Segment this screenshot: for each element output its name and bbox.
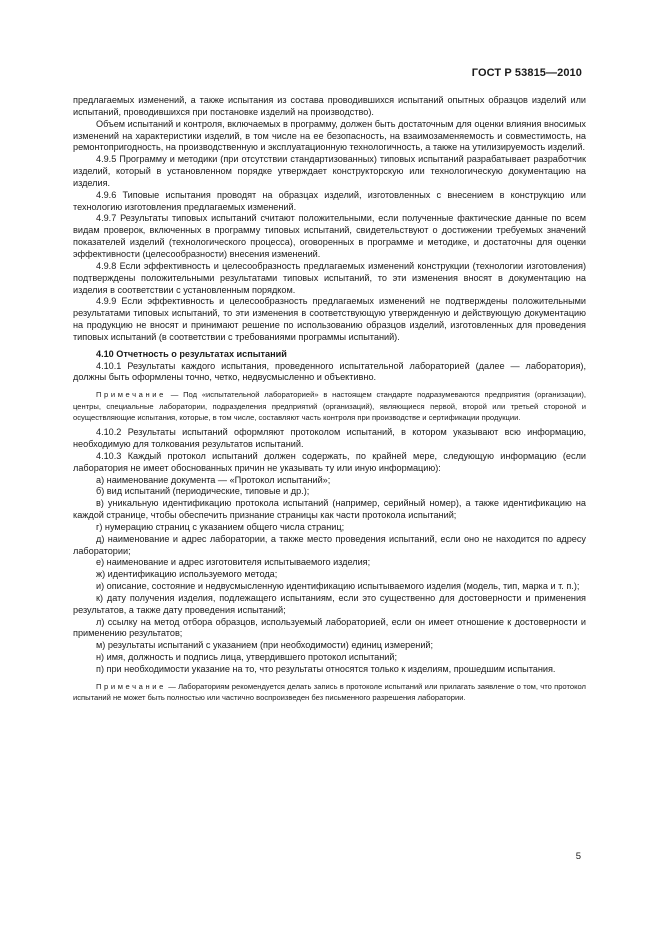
note-test-laboratory [73, 389, 586, 423]
paragraph-4-9-8: 4.9.8 Если эффективность и целесообразность предлагаемых изменений конструкции (технологии изготовления) подтверждены положительными результатами типовых испытаний, то эти изменения вносят в документацию на изделия в соответствии с установленным порядком. [73, 260, 586, 295]
note-label: Примечание [96, 390, 166, 400]
note-protocol-reproduction [73, 681, 586, 704]
paragraph-4-10-3: 4.10.3 Каждый протокол испытаний должен содержать, по крайней мере, следующую информацию (если лаборатория не имеет обоснованных причин не указывать ту или иную информацию): [73, 450, 586, 473]
standard-code-header: ГОСТ Р 53815—2010 [471, 67, 582, 79]
page-number: 5 [575, 851, 581, 862]
note-text: — Лабораториям рекомендуется делать запись в протоколе испытаний или прилагать заявление о том, что протокол испытаний не может быть полностью или частично воспроизведен без письменного разрешения лаборатории. [73, 681, 586, 703]
list-item-v: в) уникальную идентификацию протокола испытаний (например, серийный номер), а также идентификацию на каждой странице, чтобы обеспечить признание страницы как части протокола испытаний; [73, 498, 586, 521]
paragraph-scope: Объем испытаний и контроля, включаемых в программу, должен быть достаточным для оценки влияния вносимых изменений на характеристики изделий, в том числе на ее безопасность, на взаимозаменяемость и совместимость, на ремонтопригодность, на производственную и эксплуатационную технологичность, а также на утилизируемость изделий. [73, 118, 586, 153]
section-heading-4-10: 4.10 Отчетность о результатах испытаний [96, 348, 287, 359]
list-item-m: м) результаты испытаний с указанием (при необходимости) единиц измерений; [96, 640, 434, 651]
paragraph-4-9-5: 4.9.5 Программу и методики (при отсутствии стандартизованных) типовых испытаний разрабатывает разработчик изделий, который в установленном порядке утверждает конструкторскую или технологическую документацию на изделия. [73, 154, 586, 188]
note-text: — Под «испытательной лабораторией» в настоящем стандарте подразумеваются предприятия (организации), центры, специальные лаборатории, подразделения предприятий (организаций), являющиеся первой, второй или третьей стороной и осуществляющие испытания, которые, в том числе, составляют часть контроля при производстве и сертификации продукции. [73, 390, 586, 422]
list-item-a: а) наименование документа — «Протокол испытаний»; [96, 474, 331, 485]
list-item-p: п) при необходимости указание на то, что результаты относятся только к изделиям, прошедшим испытания. [96, 664, 556, 675]
list-item-e: е) наименование и адрес изготовителя испытываемого изделия; [96, 557, 371, 568]
paragraph-4-9-9: 4.9.9 Если эффективность и целесообразность предлагаемых изменений не подтверждены положительными результатами типовых испытаний, то эти изменения в соответствующую утвержденную и действующую документацию на продукцию не вносят и принимают решение по использованию образцов изделий, изготовленных для проведения типовых испытаний (в соответствии с требованиями программы испытаний). [73, 296, 586, 342]
paragraph-continuation: предлагаемых изменений, а также испытания из состава проводившихся испытаний опытных образцов изделий или испытаний, проводившихся при постановке изделий на производство). [73, 95, 586, 117]
list-item-i: и) описание, состояние и недвусмысленную идентификацию испытываемого изделия (модель, тип, марка и т. п.); [96, 581, 580, 592]
paragraph-4-10-1: 4.10.1 Результаты каждого испытания, проведенного испытательной лабораторией (далее — лаборатория), должны быть оформлены точно, четко, недвусмысленно и объективно. [73, 360, 586, 383]
list-item-b: б) вид испытаний (периодические, типовые и др.); [96, 486, 310, 497]
paragraph-4-9-6: 4.9.6 Типовые испытания проводят на образцах изделий, изготовленных с внесением в конструкцию или технологию изготовления предлагаемых изменений. [73, 189, 586, 212]
note-label: Примечание [96, 681, 166, 691]
list-item-d: д) наименование и адрес лаборатории, а также место проведения испытаний, если оно не находится по адресу лаборатории; [73, 533, 586, 556]
list-item-k: к) дату получения изделия, подлежащего испытаниям, если это существенно для достоверности и применения результатов, а также дату проведения испытаний; [73, 592, 586, 615]
paragraph-4-10-2: 4.10.2 Результаты испытаний оформляют протоколом испытаний, в котором указывают всю информацию, необходимую для толкования результатов испытаний. [73, 427, 586, 449]
list-item-n: н) имя, должность и подпись лица, утвердившего протокол испытаний; [96, 652, 398, 663]
paragraph-4-9-7: 4.9.7 Результаты типовых испытаний считают положительными, если полученные фактические данные по всем видам проверок, включенных в программу типовых испытаний, свидетельствуют о достижении требуемых значений показателей изделий (технологического процесса), оговоренных в программе и методике, и достаточны для оценки эффективности (целесообразности) внесения изменений. [73, 213, 586, 259]
list-item-zh: ж) идентификацию используемого метода; [96, 569, 278, 580]
list-item-l: л) ссылку на метод отбора образцов, используемый лабораторией, если он имеет отношение к достоверности и применению результатов; [73, 616, 586, 639]
list-item-g: г) нумерацию страниц с указанием общего числа страниц; [96, 521, 345, 532]
document-body [73, 95, 586, 707]
